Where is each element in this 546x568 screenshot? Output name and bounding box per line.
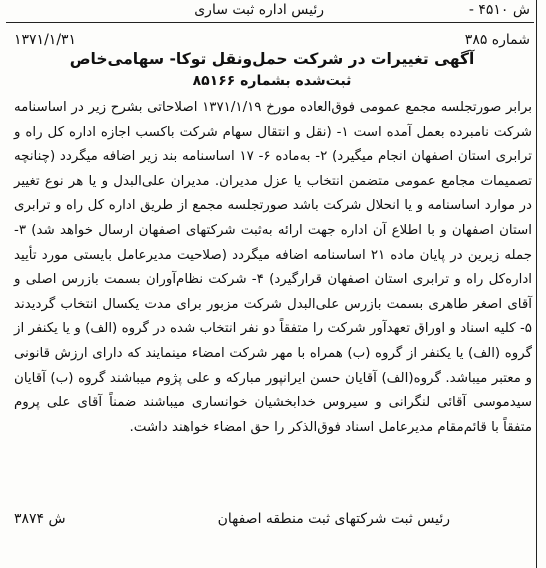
notice-body: برابر صورتجلسه مجمع عمومی فوق‌العاده مورخ ۱۳۷۱/۱/۱۹ اصلاحاتی بشرح زیر در اساسنامه شرکت نامبرده بعمل آمده است ۱- (نقل و انتقال سهام شرکت باکسب اجازه اداره کل راه و ترابری استان اصفهان انجام میگیرد) ۲- به‌ماده ۶- ۱۷ اساسنامه بند زیر اضافه میگردد (چنانچه تصمیمات مجامع عمومی متضمن انتخاب یا عزل مدیران. مدیران علی‌البدل و یا هر نوع تغییر در موارد اساسنامه و یا انحلال شرکت باشد صورتجلسه مجمع از طریق اداره کل راه و ترابری استان اصفهان و با اطلاع آن اداره جهت ارائه به‌ثبت شرکتهای اصفهان ارسال خواهد شد) ۳- جمله زیرین در پایان ماده ۲۱ اساسنامه اضافه میگردد (صلاحیت مدیرعامل بایستی مورد تأیید اداره‌کل راه و ترابری استان اصفهان قرار‌گیرد) ۴- شرکت نظام‌آوران بسمت بازرس اصلی و آقای اصغر طاهری بسمت بازرس علی‌البدل شرکت مزبور برای مدت یکسال انتخاب گردیدند ۵- کلیه اسناد و اوراق تعهدآور شرکت را متفقاً دو نفر انتخاب شده در گروه (الف) و یا یکنفر از گروه (الف) یا یکنفر از گروه (ب) همراه با مهر شرکت امضاء مینمایند که دارای ارزش قانونی و معتبر میباشد. گروه(الف) آقایان حسن ایرانپور مبارکه و علی پژوم میباشند گروه (ب) آقایان سیدموسی آقائی لنگرانی و سیروس خدابخشیان خوانساری میباشند ضمناً آقای علی پروم متفقاً با قائم‌مقام مدیرعامل اسناد فوق‌الذکر را حق امضاء خواهند داشت. [14,100,533,435]
signature-line: رئیس ثبت شرکتهای ثبت منطقه اصفهان [217,511,450,527]
footer-number: ش ۳۸۷۴ [14,511,66,527]
previous-notice-number: ش ۴۵۱۰ - [468,2,530,18]
notice-date: ۱۳۷۱/۱/۳۱ [14,32,77,48]
registration-number: ثبت‌شده بشماره ۸۵۱۶۶ [192,73,352,89]
previous-notice-signature: رئیس اداره ثبت ساری [194,2,324,18]
top-header-strip [6,0,534,23]
column-divider [536,0,537,568]
notice-meta [14,30,530,50]
notice-number: شماره ۳۸۵ [464,32,530,48]
notice-title: آگهی تغییرات در شرکت حمل‌ونقل توکا- سهامی‌خاص [69,50,475,68]
notice-footer [14,508,530,530]
